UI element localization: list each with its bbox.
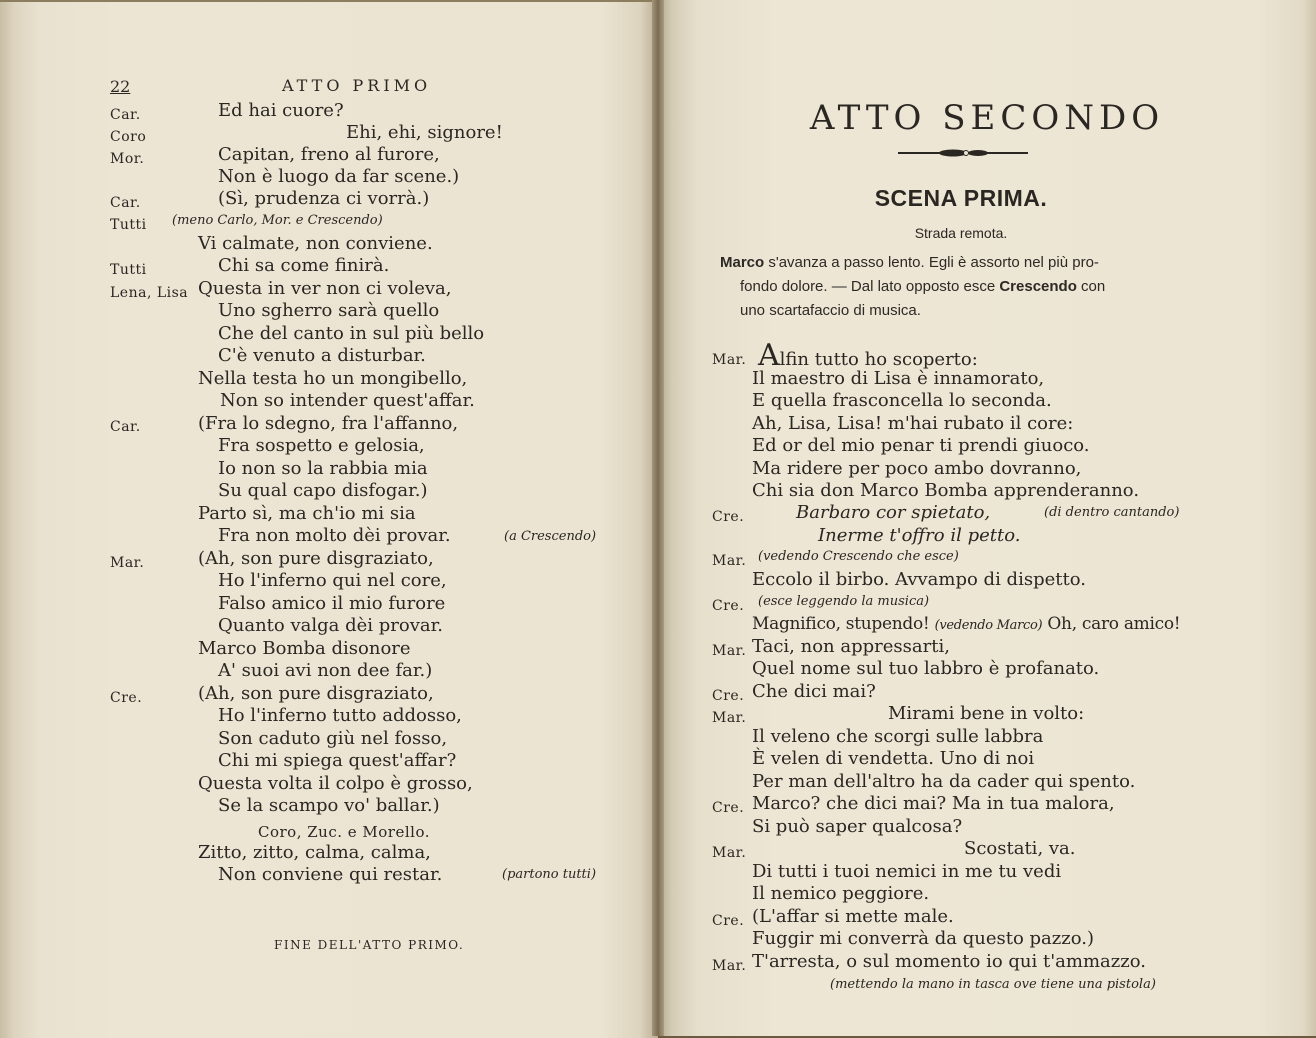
verse-line: Di tutti i tuoi nemici in me tu vedi (752, 861, 1062, 882)
verse-line: Scostati, va. (964, 838, 1076, 859)
verse-line: Che del canto in sul più bello (218, 323, 485, 344)
verse-line: Si può saper qualcosa? (752, 816, 963, 837)
verse-line: Ho l'inferno qui nel core, (218, 570, 447, 591)
speaker: Mar. (110, 555, 145, 571)
verse-line: E quella frasconcella lo seconda. (752, 390, 1052, 411)
verse-line: Non conviene qui restar. (218, 864, 443, 885)
speaker: Mar. (712, 958, 747, 974)
verse-line: Ho l'inferno tutto addosso, (218, 705, 462, 726)
verse-line: Eccolo il birbo. Avvampo di dispetto. (752, 569, 1086, 590)
verse-line: Chi sa come finirà. (218, 255, 390, 276)
speaker: Mor. (110, 151, 145, 167)
verse-line: (Ah, son pure disgraziato, (198, 683, 434, 704)
stage-direction: (partono tutti) (502, 867, 597, 882)
verse-line: Fra sospetto e gelosia, (218, 435, 425, 456)
stage-direction-line: Marco s'avanza a passo lento. Egli è assorto nel più pro- (720, 254, 1099, 271)
book-gutter (652, 0, 664, 1036)
verse-line: (Ah, son pure disgraziato, (198, 548, 434, 569)
verse-line: Son caduto giù nel fosso, (218, 728, 448, 749)
verse-line: Non è luogo da far scene.) (218, 166, 460, 187)
character-name: Crescendo (999, 278, 1077, 295)
sung-line: Inerme t'offro il petto. (818, 525, 1021, 546)
act-end-note: FINE DELL'ATTO PRIMO. (274, 938, 465, 952)
verse-line: Il nemico peggiore. (752, 883, 930, 904)
verse-line: (L'affar si mette male. (752, 906, 954, 927)
verse-line: Chi sia don Marco Bomba apprenderanno. (752, 480, 1140, 501)
verse-line: Chi mi spiega quest'affar? (218, 750, 457, 771)
right-page (658, 0, 1316, 1036)
verse-line: Zitto, zitto, calma, calma, (198, 842, 431, 863)
verse-line: Parto sì, ma ch'io mi sia (198, 503, 416, 524)
stage-direction: (vedendo Crescendo che esce) (758, 549, 959, 564)
verse-line: Su qual capo disfogar.) (218, 480, 428, 501)
verse-line: Per man dell'altro ha da cader qui spento. (752, 771, 1136, 792)
verse-line: Non so intender quest'affar. (220, 390, 475, 411)
verse-line: C'è venuto a disturbar. (218, 345, 426, 366)
speaker: Tutti (110, 262, 147, 278)
stage-direction: (vedendo Marco) (934, 618, 1043, 633)
verse-line: Marco? che dici mai? Ma in tua malora, (752, 793, 1115, 814)
verse-line: Nella testa ho un mongibello, (198, 368, 468, 389)
scene-title: SCENA PRIMA. (874, 185, 1048, 211)
speaker: Car. (110, 419, 141, 435)
speaker: Mar. (712, 352, 747, 368)
verse-line: Ed or del mio penar ti prendi giuoco. (752, 435, 1090, 456)
speaker: Cre. (712, 913, 745, 929)
verse-line: Fuggir mi converrà da questo pazzo.) (752, 928, 1095, 949)
stage-direction: (esce leggendo la musica) (758, 594, 930, 609)
sung-line: Barbaro cor spietato, (796, 502, 991, 523)
verse-line: Questa volta il colpo è grosso, (198, 773, 473, 794)
verse-line: Ed hai cuore? (218, 100, 344, 121)
stage-direction: (di dentro cantando) (1044, 505, 1180, 520)
verse-line: Taci, non appressarti, (752, 636, 950, 657)
verse-line: Quel nome sul tuo labbro è profanato. (752, 658, 1100, 679)
character-name: Marco (720, 254, 765, 271)
scene-setting: Strada remota. (914, 225, 1008, 241)
speaker: Cre. (110, 690, 143, 706)
stage-direction: (a Crescendo) (504, 529, 597, 544)
running-head: ATTO PRIMO (282, 76, 432, 95)
verse-line: A' suoi avi non dee far.) (218, 660, 433, 681)
speaker: Cre. (712, 800, 745, 816)
verse-line: Il maestro di Lisa è innamorato, (752, 368, 1045, 389)
speaker: Mar. (712, 643, 747, 659)
stage-direction: (mettendo la mano in tasca ove tiene una pistola) (830, 977, 1156, 992)
speaker: Car. (110, 195, 141, 211)
speaker-group: Coro, Zuc. e Morello. (258, 823, 430, 841)
verse-line: È velen di vendetta. Uno di noi (752, 748, 1035, 769)
verse-line: T'arresta, o sul momento io qui t'ammazzo. (752, 951, 1146, 972)
ornament-rule-icon (898, 146, 1028, 160)
verse-line: Io non so la rabbia mia (218, 458, 428, 479)
drop-cap: A (758, 338, 780, 373)
speaker: Mar. (712, 710, 747, 726)
speaker: Cre. (712, 688, 745, 704)
speaker: Coro (110, 129, 147, 145)
speaker: Cre. (712, 509, 745, 525)
verse-line: (Sì, prudenza ci vorrà.) (218, 188, 430, 209)
verse-line: Il veleno che scorgi sulle labbra (752, 726, 1044, 747)
speaker: Lena, Lisa (110, 285, 189, 301)
page-number: 22 (110, 77, 131, 96)
verse-line: Fra non molto dèi provar. (218, 525, 451, 546)
stage-direction-line: fondo dolore. — Dal lato opposto esce Crescendo con (740, 278, 1106, 295)
verse-line: Se la scampo vo' ballar.) (218, 795, 440, 816)
verse-line: Ma ridere per poco ambo dovranno, (752, 458, 1082, 479)
verse-line: Magnifico, stupendo! (vedendo Marco) Oh, caro amico! (752, 614, 1181, 634)
verse-line: Falso amico il mio furore (218, 593, 446, 614)
verse-line: Alfin tutto ho scoperto: (758, 338, 978, 373)
verse-line: Marco Bomba disonore (198, 638, 411, 659)
act-title: ATTO SECONDO (809, 98, 1165, 138)
speaker: Car. (110, 107, 141, 123)
stage-direction: (meno Carlo, Mor. e Crescendo) (172, 213, 383, 228)
stage-direction-line: uno scartafaccio di musica. (740, 302, 921, 319)
verse-line: (Fra lo sdegno, fra l'affanno, (198, 413, 459, 434)
verse-line: Quanto valga dèi provar. (218, 615, 443, 636)
verse-line: Vi calmate, non conviene. (198, 233, 433, 254)
verse-line: Che dici mai? (752, 681, 876, 702)
verse-line: Ah, Lisa, Lisa! m'hai rubato il core: (752, 413, 1074, 434)
verse-line: Uno sgherro sarà quello (218, 300, 440, 321)
speaker: Mar. (712, 553, 747, 569)
verse-line: Questa in ver non ci voleva, (198, 278, 452, 299)
verse-line: Mirami bene in volto: (888, 703, 1085, 724)
verse-line: Ehi, ehi, signore! (346, 122, 503, 143)
speaker: Tutti (110, 217, 147, 233)
speaker: Mar. (712, 845, 747, 861)
speaker: Cre. (712, 598, 745, 614)
verse-line: Capitan, freno al furore, (218, 144, 440, 165)
